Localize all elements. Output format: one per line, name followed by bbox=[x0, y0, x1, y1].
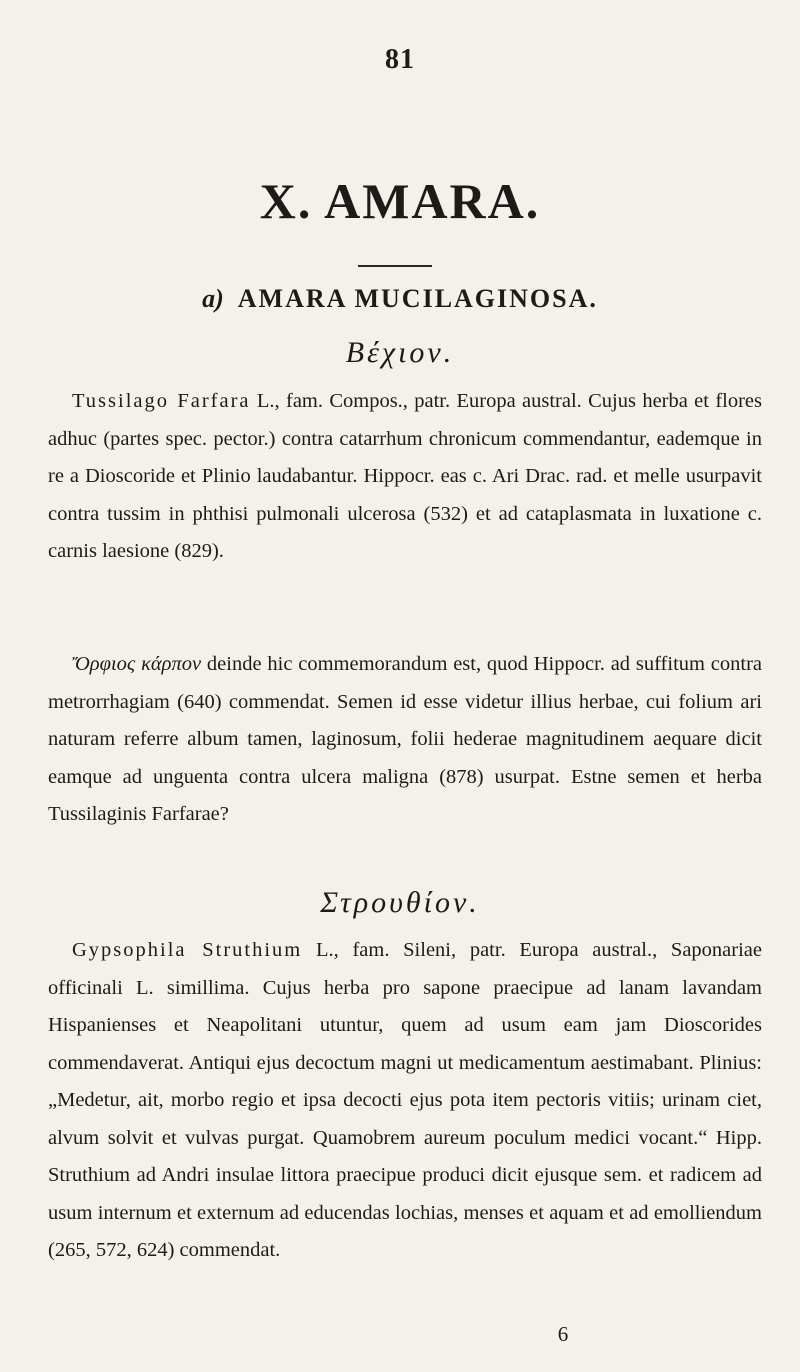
entry-heading-strouthion: Στρουθίον. bbox=[320, 886, 480, 919]
paragraph-gypsophila bbox=[48, 932, 762, 1270]
paragraph-tussilago bbox=[48, 383, 762, 571]
section-heading bbox=[0, 284, 800, 314]
section-title: AMARA MUCILAGINOSA. bbox=[237, 284, 598, 313]
paragraph-orphios bbox=[48, 646, 762, 834]
signature-mark: 6 bbox=[557, 1322, 569, 1346]
page-number: 81 bbox=[385, 44, 415, 75]
paragraph-text: L., fam. Compos., patr. Europa austral. Cujus herba et flores adhuc (partes spec. pector.) contra catarrhum chronicum commendantur, eademque in re a Dioscoride et Plinio laudabantur. Hippocr. eas c. Ari Drac. rad. et melle usurpavit contra tussim in phthisi pulmonali ulcerosa (532) et ad cataplasmata in luxatione c. carnis laesione (829). bbox=[48, 390, 762, 562]
chapter-title: X. AMARA. bbox=[259, 173, 541, 229]
paragraph-lead: Tussilago Farfara bbox=[72, 390, 251, 412]
section-label: a) bbox=[202, 284, 224, 313]
paragraph-text: deinde hic commemorandum est, quod Hippocr. ad suffitum contra metrorrhagiam (640) commendat. Semen id esse videtur illius herbae, cui folium ari naturam referre album tamen, laginosum, folii hederae magnitudinem aequare dicit eamque ad unguenta contra ulcera maligna (878) usurpat. Estne semen et herba Tussilaginis Farfarae? bbox=[48, 653, 762, 825]
paragraph-lead: Ὄρφιος κάρπον bbox=[72, 653, 202, 675]
paragraph-text: L., fam. Sileni, patr. Europa austral., Saponariae officinali L. simillima. Cujus herba pro sapone praecipue ad lanam lavandam Hispanienses et Neapolitani utuntur, quem ad usum eam jam Dioscorides commendaverat. Antiqui ejus decoctum magni ut medicamentum aestimabant. Plinius: „Medetur, ait, morbo regio et ipsa decocti ejus pota item pectoris vitiis; urinam ciet, alvum solvit et vulvas purgat. Quamobrem aureum poculum medici vocant.“ Hipp. Struthium ad Andri insulae littora praecipue produci dicit ejusque sem. et radicem ad usum internum et externum ad educendas lochias, menses et aquam et ad emolliendum (265, 572, 624) commendat. bbox=[48, 939, 762, 1261]
paragraph-lead: Gypsophila Struthium bbox=[72, 939, 303, 961]
entry-heading-bechion: Βέχιον. bbox=[345, 336, 455, 369]
title-rule bbox=[358, 265, 432, 267]
